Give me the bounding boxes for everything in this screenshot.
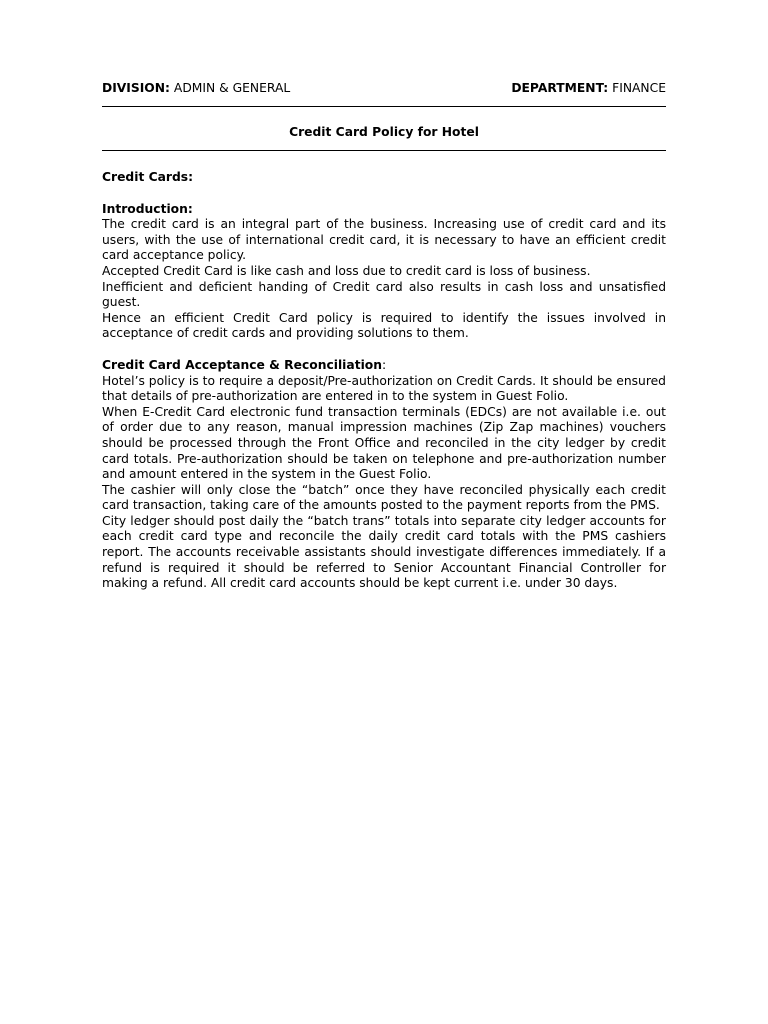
- intro-paragraph: Hence an efficient Credit Card policy is required to identify the issues involved in acceptance of credit cards and providing solutions to them.: [102, 310, 666, 341]
- acceptance-paragraph: City ledger should post daily the “batch trans” totals into separate city ledger accounts for each credit card type and reconcile the daily credit card totals with the PMS cashiers report. The accounts receivable assistants should investigate differences immediately. If a refund is required it should be referred to Senior Accountant Financial Controller for making a refund. All credit card accounts should be kept current i.e. under 30 days.: [102, 513, 666, 591]
- intro-paragraph: Inefficient and deficient handing of Credit card also results in cash loss and unsatisfied guest.: [102, 279, 666, 310]
- document-header: [102, 81, 666, 97]
- document-page: [102, 81, 666, 592]
- department-value: FINANCE: [612, 81, 666, 95]
- acceptance-paragraph: The cashier will only close the “batch” once they have reconciled physically each credit card transaction, taking care of the amounts posted to the payment reports from the PMS.: [102, 482, 666, 513]
- division-value: ADMIN & GENERAL: [173, 81, 291, 95]
- acceptance-paragraph: Hotel’s policy is to require a deposit/Pre-authorization on Credit Cards. It should be ensured that details of pre-authorization are entered in to the system in Guest Folio.: [102, 373, 666, 404]
- credit-cards-heading: Credit Cards:: [102, 170, 194, 184]
- division-field: [102, 81, 290, 97]
- division-label: DIVISION:: [102, 81, 170, 95]
- introduction-heading: Introduction:: [102, 201, 193, 216]
- intro-paragraph: Accepted Credit Card is like cash and loss due to credit card is loss of business.: [102, 263, 591, 278]
- intro-paragraph: The credit card is an integral part of the business. Increasing use of credit card and its users, with the use of international credit card, it is necessary to have an efficient credit card acceptance policy.: [102, 217, 666, 263]
- acceptance-heading-text: Credit Card Acceptance & Reconciliation: [102, 357, 382, 372]
- department-field: [511, 81, 666, 97]
- acceptance-heading: [102, 358, 666, 374]
- header-divider: [102, 106, 666, 107]
- department-label: DEPARTMENT:: [511, 81, 609, 95]
- acceptance-paragraph: When E-Credit Card electronic fund transaction terminals (EDCs) are not available i.e. out of order due to any reason, manual impression machines (Zip Zap machines) vouchers should be processed through the Front Office and reconciled in the city ledger by credit card totals. Pre-authorization should be taken on telephone and pre-authorization number and amount entered in the system in the Guest Folio.: [102, 404, 666, 482]
- acceptance-heading-colon: :: [382, 357, 387, 372]
- document-title: Credit Card Policy for Hotel: [289, 125, 479, 139]
- title-divider: [102, 150, 666, 151]
